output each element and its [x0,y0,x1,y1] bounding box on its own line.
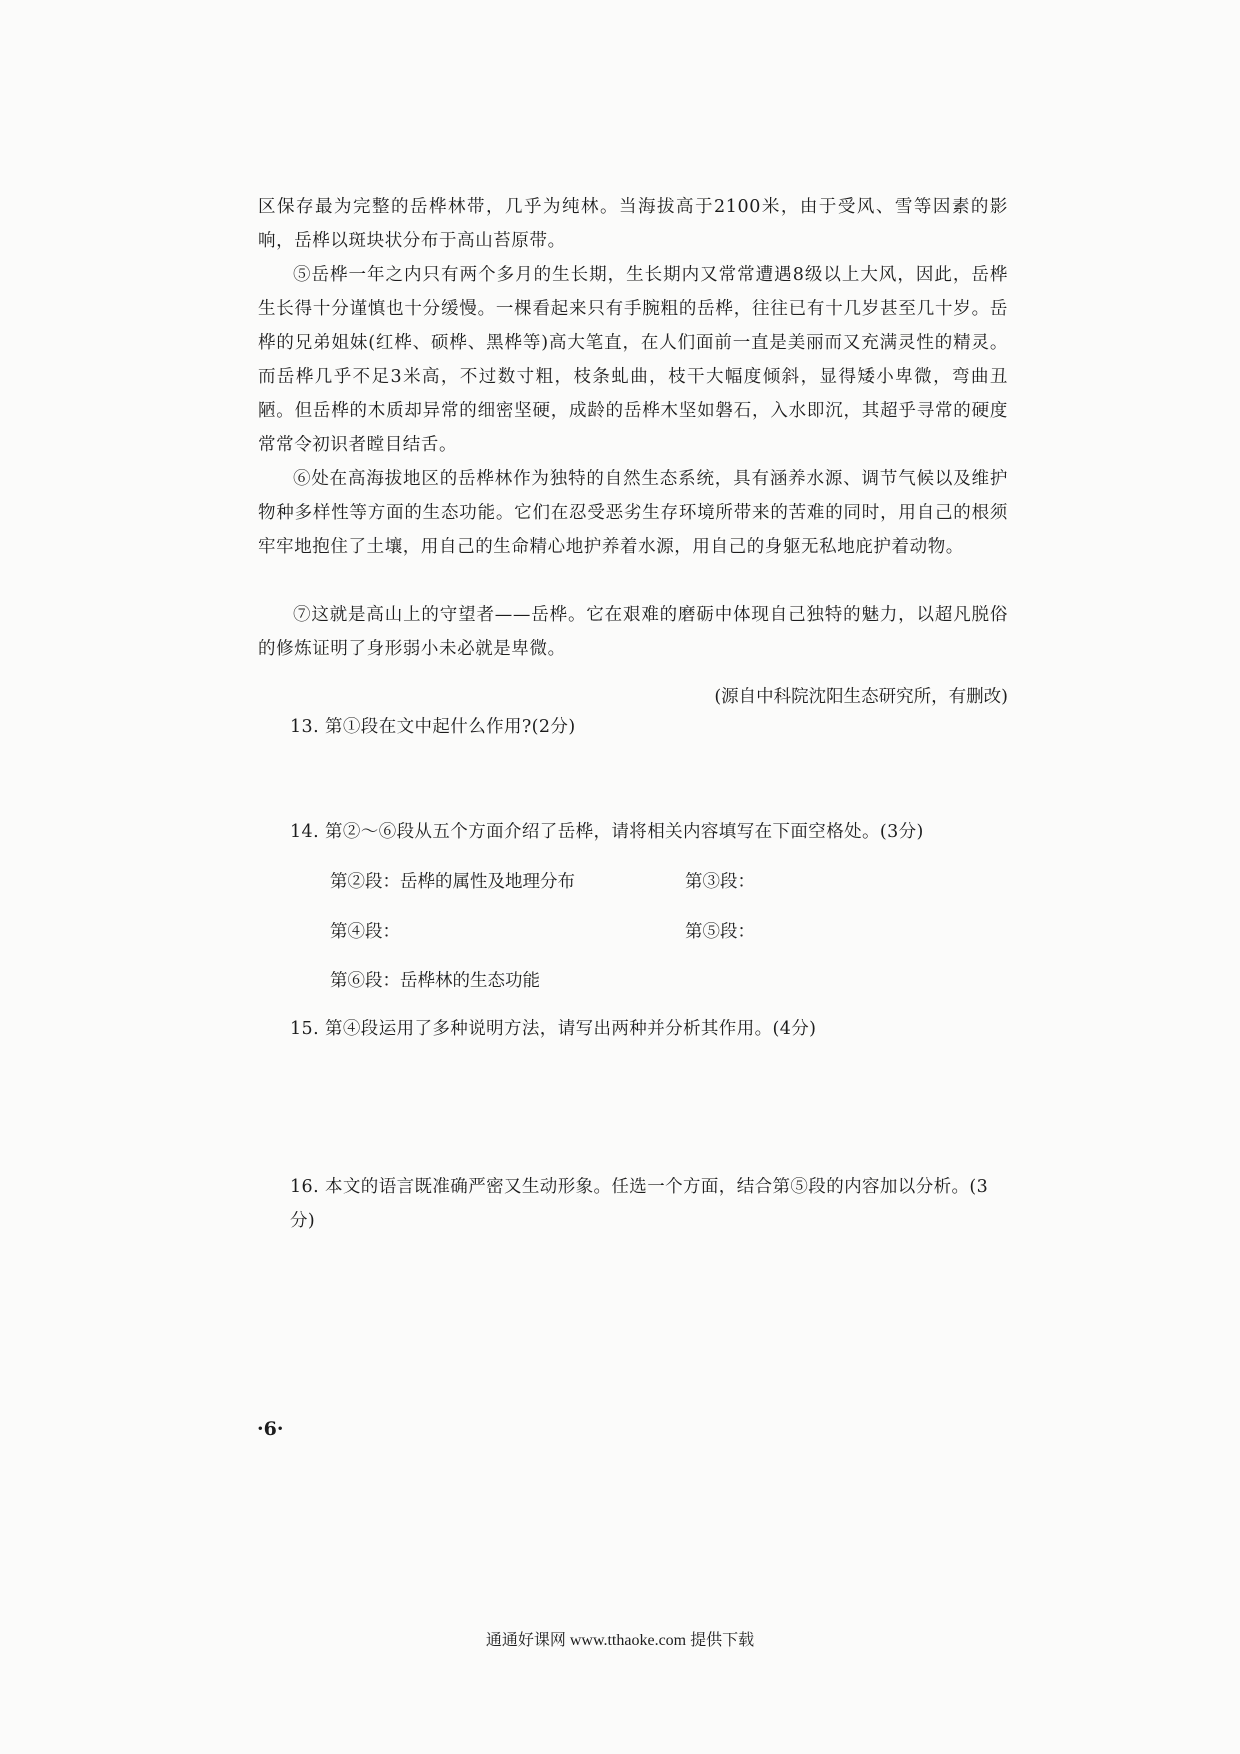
passage-paragraph-6: ⑥处在高海拔地区的岳桦林作为独特的自然生态系统，具有涵养水源、调节气候以及维护物种多样性等方面的生态功能。它们在忍受恶劣生存环境所带来的苦难的同时，用自己的根须牢牢地抱住了土壤，用自己的生命精心地护养着水源，用自己的身躯无私地庇护着动物。 [258,469,1008,557]
q14-fill-paragraph-5[interactable]: 第⑤段： [685,922,755,942]
question-16: 16. 本文的语言既准确严密又生动形象。任选一个方面，结合第⑤段的内容加以分析。(3分) [290,1177,989,1231]
question-15: 15. 第④段运用了多种说明方法，请写出两种并分析其作用。(4分) [290,1019,817,1039]
q14-fill-paragraph-3[interactable]: 第③段： [685,872,755,892]
passage-source: (源自中科院沈阳生态研究所，有删改) [714,687,1008,707]
q14-fill-paragraph-6: 第⑥段：岳桦林的生态功能 [330,971,540,991]
question-13: 13. 第①段在文中起什么作用?(2分) [290,717,576,737]
page-number: ·6· [257,1418,284,1440]
q14-fill-paragraph-4[interactable]: 第④段： [330,922,400,942]
passage-paragraph-5: ⑤岳桦一年之内只有两个多月的生长期，生长期内又常常遭遇8级以上大风，因此，岳桦生长得十分谨慎也十分缓慢。一棵看起来只有手腕粗的岳桦，往往已有十几岁甚至几十岁。岳桦的兄弟姐妹(红桦、硕桦、黑桦等)高大笔直，在人们面前一直是美丽而又充满灵性的精灵。而岳桦几乎不足3米高，不过数寸粗，枝条虬曲，枝干大幅度倾斜，显得矮小卑微，弯曲丑陋。但岳桦的木质却异常的细密坚硬，成龄的岳桦木坚如磐石，入水即沉，其超乎寻常的硬度常常令初识者瞠目结舌。 [258,265,1008,455]
passage-paragraph-7: ⑦这就是高山上的守望者——岳桦。它在艰难的磨砺中体现自己独特的魅力，以超凡脱俗的修炼证明了身形弱小未必就是卑微。 [258,605,1008,659]
passage-paragraph-continued: 区保存最为完整的岳桦林带，几乎为纯林。当海拔高于2100米，由于受风、雪等因素的影响，岳桦以斑块状分布于高山苔原带。 [258,197,1008,251]
footer-credit: 通通好课网 www.tthaoke.com 提供下载 [485,1632,755,1649]
question-14: 14. 第②～⑥段从五个方面介绍了岳桦，请将相关内容填写在下面空格处。(3分) [290,822,924,842]
q14-fill-paragraph-2: 第②段：岳桦的属性及地理分布 [330,872,575,892]
